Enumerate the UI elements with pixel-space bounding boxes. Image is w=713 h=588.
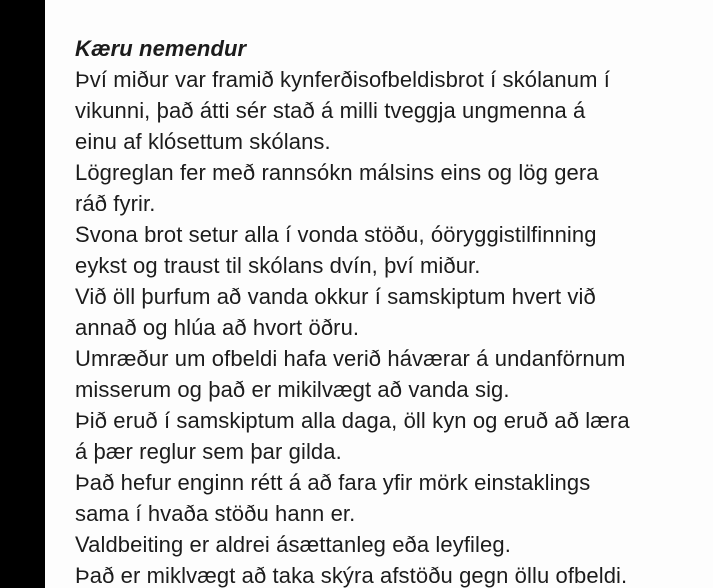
text-line: annað og hlúa að hvort öðru. bbox=[75, 315, 360, 340]
text-line: Það hefur enginn rétt á að fara yfir mörk einstaklings bbox=[75, 470, 591, 495]
left-black-bar bbox=[0, 0, 45, 588]
text-line: Lögreglan fer með rannsókn málsins eins og lög gera bbox=[75, 160, 599, 185]
text-line: Við öll þurfum að vanda okkur í samskiptum hvert við bbox=[75, 284, 596, 309]
text-line: einu af klósettum skólans. bbox=[75, 129, 331, 154]
text-line: Svona brot setur alla í vonda stöðu, óöryggistilfinning bbox=[75, 222, 597, 247]
text-line: sama í hvaða stöðu hann er. bbox=[75, 501, 356, 526]
letter-body bbox=[75, 33, 705, 588]
text-line: vikunni, það átti sér stað á milli tveggja ungmenna á bbox=[75, 98, 586, 123]
text-line: ráð fyrir. bbox=[75, 191, 156, 216]
text-line: á þær reglur sem þar gilda. bbox=[75, 439, 342, 464]
text-line: Því miður var framið kynferðisofbeldisbrot í skólanum í bbox=[75, 67, 610, 92]
text-line: eykst og traust til skólans dvín, því miður. bbox=[75, 253, 481, 278]
text-line: Það er miklvægt að taka skýra afstöðu gegn öllu ofbeldi. bbox=[75, 563, 628, 588]
letter-heading: Kæru nemendur bbox=[75, 36, 247, 61]
text-line: Þið eruð í samskiptum alla daga, öll kyn og eruð að læra bbox=[75, 408, 630, 433]
text-line: Umræður um ofbeldi hafa verið háværar á undanförnum bbox=[75, 346, 626, 371]
text-line: Valdbeiting er aldrei ásættanleg eða leyfileg. bbox=[75, 532, 511, 557]
text-line: misserum og það er mikilvægt að vanda sig. bbox=[75, 377, 510, 402]
